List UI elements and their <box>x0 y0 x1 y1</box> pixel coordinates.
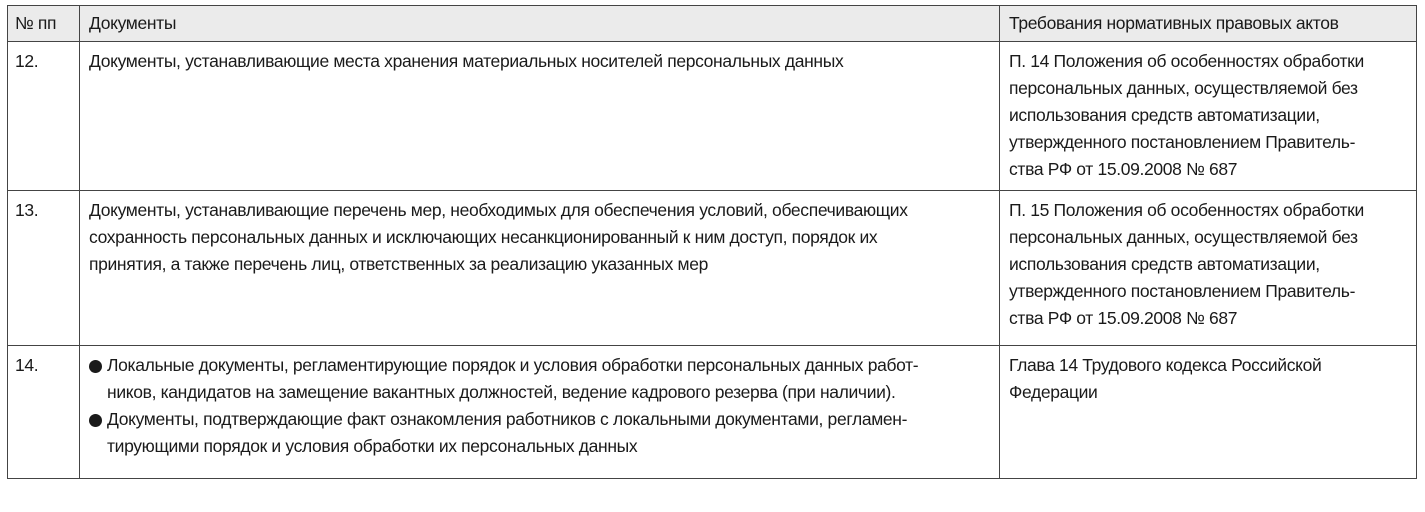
document-cell <box>80 191 1000 346</box>
text-line: утвержденного постановлением Правитель- <box>1009 281 1356 301</box>
text-line: использования средств автоматизации, <box>1009 105 1320 125</box>
text-line: ников, кандидатов на замещение вакантных должностей, ведение кадрового резерва (при наличии). <box>107 382 896 402</box>
text-line: Документы, подтверждающие факт ознакомления работников с локальными документами, регламен- <box>107 409 908 429</box>
row-number: 12. <box>8 42 80 191</box>
table-row <box>8 346 1417 479</box>
document-cell <box>80 346 1000 479</box>
text-line: принятия, а также перечень лиц, ответственных за реализацию указанных мер <box>89 254 708 274</box>
text-line: Глава 14 Трудового кодекса Российской <box>1009 355 1322 375</box>
requirement-cell <box>1000 42 1417 191</box>
text-line: персональных данных, осуществляемой без <box>1009 78 1358 98</box>
bullet-item <box>89 352 993 406</box>
text-line: Федерации <box>1009 382 1098 402</box>
table-row <box>8 191 1417 346</box>
text-line: П. 14 Положения об особенностях обработки <box>1009 51 1364 71</box>
row-number: 14. <box>8 346 80 479</box>
table-header-row <box>8 6 1417 42</box>
text-line: использования средств автоматизации, <box>1009 254 1320 274</box>
bullet-text <box>107 406 993 460</box>
text-line: П. 15 Положения об особенностях обработки <box>1009 200 1364 220</box>
header-num: № пп <box>8 6 80 42</box>
bullet-text <box>107 352 993 406</box>
bullet-dot-icon <box>89 414 102 427</box>
bullet-item <box>89 406 993 460</box>
bullet-dot-icon <box>89 360 102 373</box>
text-line: Документы, устанавливающие места хранения материальных носителей персональных данных <box>89 51 844 71</box>
text-line: Локальные документы, регламентирующие порядок и условия обработки персональных данных работ- <box>107 355 919 375</box>
requirement-cell <box>1000 191 1417 346</box>
text-line: ства РФ от 15.09.2008 № 687 <box>1009 308 1238 328</box>
table-row <box>8 42 1417 191</box>
documents-table <box>7 5 1417 479</box>
row-number: 13. <box>8 191 80 346</box>
text-line: тирующими порядок и условия обработки их персональных данных <box>107 436 638 456</box>
requirement-cell <box>1000 346 1417 479</box>
text-line: утвержденного постановлением Правитель- <box>1009 132 1356 152</box>
text-line: Документы, устанавливающие перечень мер, необходимых для обеспечения условий, обеспечивающих <box>89 200 908 220</box>
header-requirements: Требования нормативных правовых актов <box>1000 6 1417 42</box>
document-cell <box>80 42 1000 191</box>
text-line: сохранность персональных данных и исключающих несанкционированный к ним доступ, порядок их <box>89 227 878 247</box>
text-line: ства РФ от 15.09.2008 № 687 <box>1009 159 1238 179</box>
header-documents: Документы <box>80 6 1000 42</box>
text-line: персональных данных, осуществляемой без <box>1009 227 1358 247</box>
